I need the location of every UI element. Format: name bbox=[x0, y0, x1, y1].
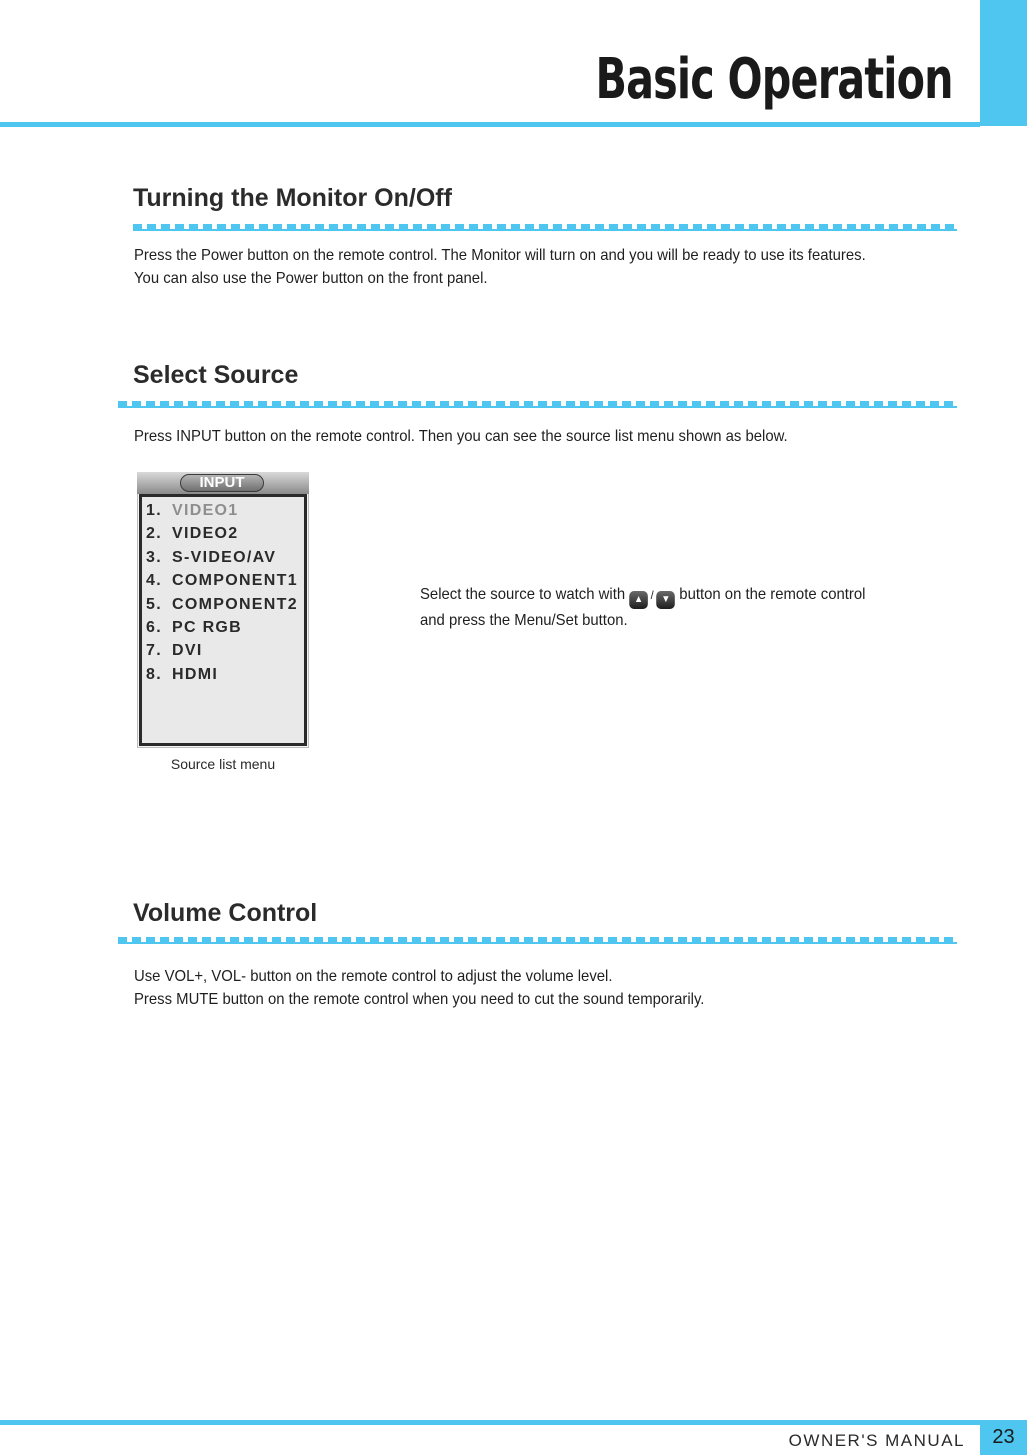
source-item-component2[interactable] bbox=[146, 593, 298, 616]
separator: / bbox=[650, 588, 654, 602]
item-label: DVI bbox=[172, 642, 203, 660]
instruction-text: button on the remote control bbox=[679, 586, 866, 603]
item-number: 2. bbox=[146, 525, 162, 543]
item-label: HDMI bbox=[172, 665, 219, 683]
item-label: VIDEO2 bbox=[172, 525, 239, 543]
footer-rule bbox=[0, 1420, 980, 1425]
body-line: You can also use the Power button on the front panel. bbox=[134, 270, 488, 287]
up-arrow-icon: ▲ bbox=[629, 591, 648, 609]
footer-label: OWNER'S MANUAL bbox=[788, 1431, 965, 1450]
source-item-hdmi[interactable] bbox=[146, 663, 298, 686]
source-item-pc-rgb[interactable] bbox=[146, 616, 298, 639]
section-divider bbox=[133, 224, 957, 229]
volume-instructions bbox=[134, 965, 704, 1011]
item-label: COMPONENT2 bbox=[172, 595, 298, 613]
item-label: S-VIDEO/AV bbox=[172, 548, 277, 566]
source-instruction bbox=[420, 583, 865, 632]
item-number: 7. bbox=[146, 642, 162, 660]
section-title-source: Select Source bbox=[133, 361, 299, 389]
header-tab bbox=[980, 0, 1027, 126]
source-item-video1[interactable] bbox=[146, 499, 298, 522]
instruction-text: and press the Menu/Set button. bbox=[420, 612, 628, 629]
body-line: Press MUTE button on the remote control when you need to cut the sound temporarily. bbox=[134, 991, 705, 1008]
down-arrow-icon: ▼ bbox=[657, 591, 676, 609]
source-intro bbox=[134, 425, 788, 448]
body-line: Press INPUT button on the remote control. Then you can see the source list menu shown as below. bbox=[134, 428, 788, 445]
source-list bbox=[146, 499, 298, 686]
menu-header-label: INPUT bbox=[180, 474, 264, 492]
page-title: Basic Operation bbox=[595, 47, 953, 112]
source-item-component1[interactable] bbox=[146, 569, 298, 592]
item-label: VIDEO1 bbox=[172, 502, 239, 519]
item-number: 4. bbox=[146, 572, 162, 590]
body-line: Press the Power button on the remote control. The Monitor will turn on and you will be ready to use its features. bbox=[134, 247, 866, 264]
item-label: PC RGB bbox=[172, 618, 243, 636]
item-number: 3. bbox=[146, 548, 162, 566]
page-number: 23 bbox=[992, 1426, 1015, 1448]
header-rule bbox=[0, 122, 980, 127]
section-title-power: Turning the Monitor On/Off bbox=[133, 184, 452, 212]
power-instructions bbox=[134, 244, 866, 290]
source-item-s-video-av[interactable] bbox=[146, 546, 298, 569]
source-item-dvi[interactable] bbox=[146, 639, 298, 662]
section-title-volume: Volume Control bbox=[133, 899, 318, 927]
instruction-text: Select the source to watch with bbox=[420, 586, 626, 603]
item-number: 1. bbox=[146, 502, 162, 519]
source-item-video2[interactable] bbox=[146, 522, 298, 545]
menu-caption: Source list menu bbox=[170, 756, 276, 772]
item-number: 5. bbox=[146, 595, 162, 613]
section-divider bbox=[118, 937, 957, 942]
section-divider bbox=[118, 401, 957, 406]
item-label: COMPONENT1 bbox=[172, 572, 298, 590]
body-line: Use VOL+, VOL- button on the remote control to adjust the volume level. bbox=[134, 968, 613, 985]
item-number: 6. bbox=[146, 618, 162, 636]
item-number: 8. bbox=[146, 665, 162, 683]
